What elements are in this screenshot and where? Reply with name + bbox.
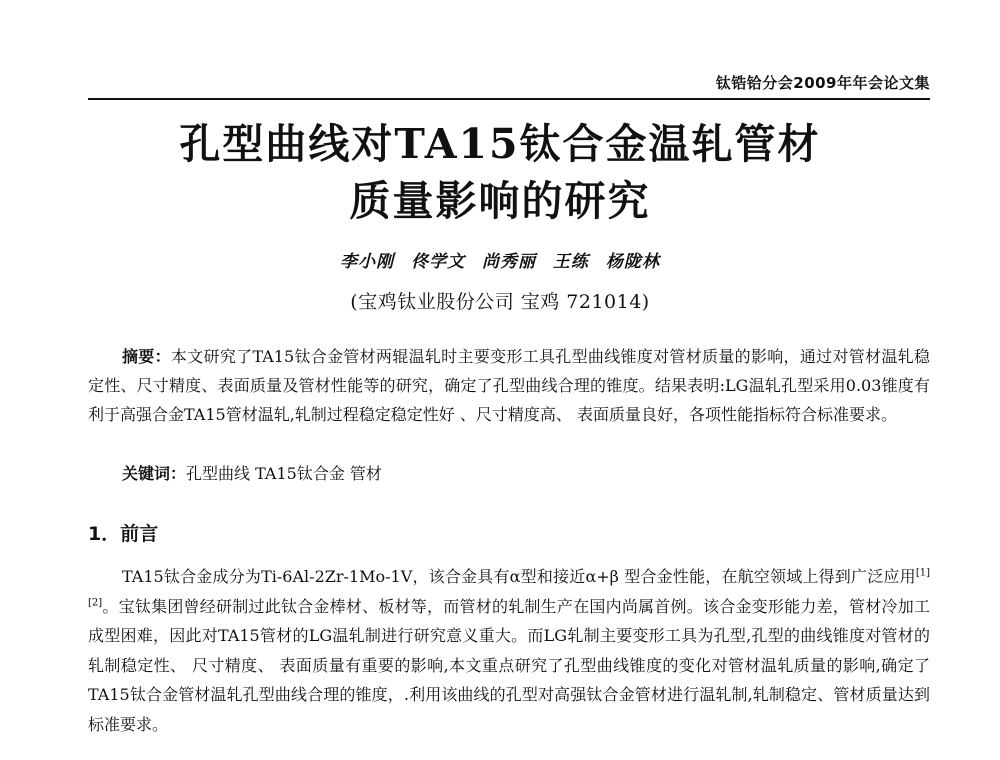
paper-title [60, 116, 940, 231]
keywords [122, 459, 930, 488]
citation-ref-2: [2] [88, 597, 103, 609]
title-line-2: 质量影响的研究 [349, 177, 651, 226]
keywords-text: 孔型曲线 TA15钛合金 管材 [186, 464, 382, 483]
body-text-part-1: TA15钛合金成分为Ti-6Al-2Zr-1Mo-1V，该合金具有α型和接近α+β 型合金性能，在航空领域上得到广泛应用 [122, 567, 916, 586]
keywords-label: 关键词： [122, 464, 187, 483]
abstract-label: 摘要： [122, 347, 171, 366]
section-heading: 1．前言 [88, 523, 159, 545]
header-rule [88, 98, 930, 100]
running-header: 钛锆铪分会2009年年会论文集 [715, 74, 930, 92]
author-list: 李小刚 佟学文 尚秀丽 王练 杨陇林 [340, 252, 660, 272]
abstract-text: 本文研究了TA15钛合金管材两辊温轧时主要变形工具孔型曲线锥度对管材质量的影响，通过对管材温轧稳定性、尺寸精度、表面质量及管材性能等的研究，确定了孔型曲线合理的锥度。结果表明:LG温轧孔型采用0.03锥度有利于高强合金TA15管材温轧,轧制过程稳定稳定性好 、尺寸精度高、 表面质量良好，各项性能指标符合标准要求。 [88, 347, 930, 424]
abstract [88, 342, 930, 429]
title-line-1: 孔型曲线对TA15钛合金温轧管材 [179, 120, 821, 168]
citation-ref-1: [1] [915, 567, 930, 579]
body-text-part-2: 。宝钛集团曾经研制过此钛合金棒材、板材等，而管材的轧制生产在国内尚属首例。该合金变形能力差，管材冷加工成型困难，因此对TA15管材的LG温轧制进行研究意义重大。而LG轧制主要变形工具为孔型,孔型的曲线锥度对管材的轧制稳定性、 尺寸精度、 表面质量有重要的影响,本文重点研究了孔型曲线锥度的变化对管材温轧质量的影响,确定了TA15钛合金管材温轧孔型曲线合理的锥度，.利用该曲线的孔型对高强钛合金管材进行温轧制,轧制稳定、管材质量达到标准要求。 [88, 596, 930, 734]
affiliation: (宝鸡钛业股份公司 宝鸡 721014) [350, 291, 650, 313]
section-body [88, 562, 930, 739]
